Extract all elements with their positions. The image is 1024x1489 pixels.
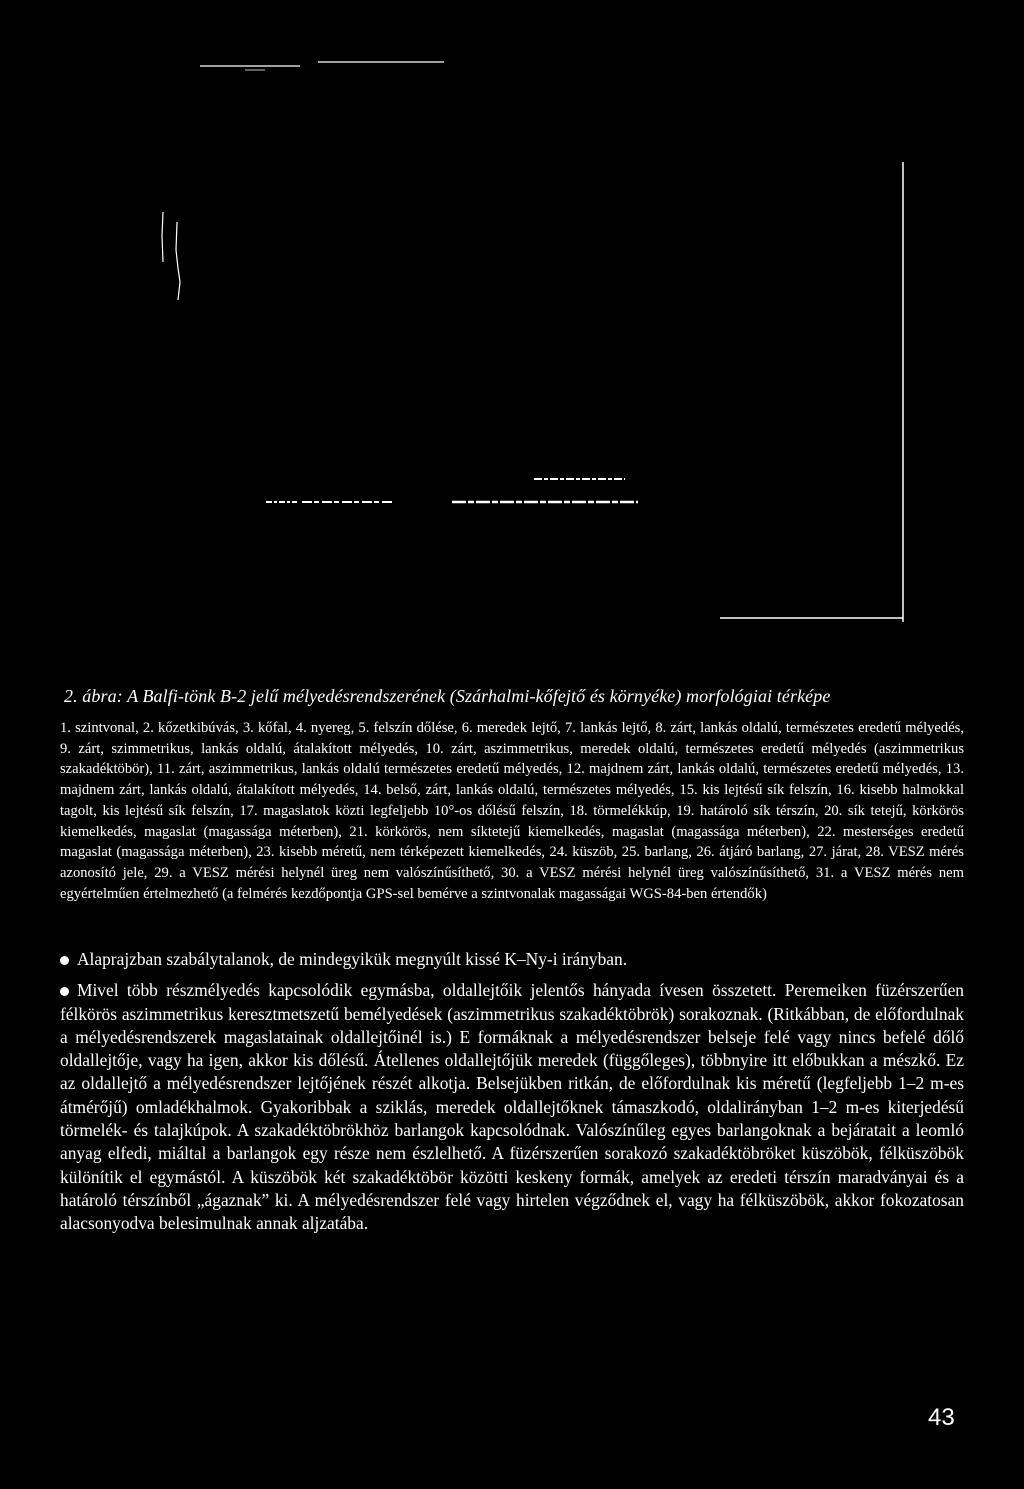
bullet-text: Alaprajzban szabálytalanok, de mindegyikük megnyúlt kissé K–Ny-i irányban. — [77, 949, 628, 969]
figure-map-remnants — [0, 0, 1024, 670]
bullet-item — [60, 948, 964, 971]
bullet-icon — [60, 956, 69, 965]
figure-map — [0, 0, 1024, 670]
contour-line-left-b — [176, 222, 180, 300]
page-number: 43 — [928, 1404, 955, 1431]
bullet-item — [60, 979, 964, 1235]
bullet-text: Mivel több részmélyedés kapcsolódik egymásba, oldallejtőik jelentős hányada ívesen összetett. Peremeiken füzérszerűen félkörös aszimmetrikus keresztmetszetű bemélyedések (aszimmetrikus szakadéktöbrök) sorakoznak. (Ritkábban, de előfordulnak a mélyedésrendszerek magaslatainak oldallejtőinél is.) E formáknak a mélyedésrendszer belseje felé vagy nincs befelé dőlő oldallejtője, vagy ha igen, akkor kis dőlésű. Átellenes oldallejtőjük meredek (függőleges), többnyire itt előbukkan a mészkő. Ez az oldallejtő a mélyedésrendszer lejtőjének részét alkotja. Belsejükben ritkán, de előfordulnak kis méretű (legfeljebb 1–2 m-es átmérőjű) omladékhalmok. Gyakoribbak a sziklás, meredek oldallejtőknek támaszkodó, oldalirányban 1–2 m-es kiterjedésű törmelék- és talajkúpok. A szakadéktöbrökhöz barlangok kapcsolódnak. Valószínűleg egyes barlangoknak a bejáratait a leomló anyag elfedi, miáltal a barlangok egy része nem észlelhető. A füzérszerűen sorakozó szakadéktöbröket küszöbök, félküszöbök különítik el egymástól. A küszöbök két szakadéktöbör közötti keskeny formák, amelyek az eredeti térszín maradványai és a határoló térszínből „ágaznak” ki. A mélyedésrendszer felé vagy hirtelen végződnek el, vagy ha félküszöbök, akkor fokozatosan alacsonyodva belesimulnak annak aljzatába. — [60, 980, 964, 1234]
bullet-icon — [60, 987, 69, 996]
bullet-list — [60, 948, 964, 1244]
contour-line-left-a — [162, 212, 163, 262]
figure-caption: 2. ábra: A Balfi-tönk B-2 jelű mélyedésrendszerének (Szárhalmi-kőfejtő és környéke) morfológiai térképe — [64, 686, 831, 706]
figure-legend: 1. szintvonal, 2. kőzetkibúvás, 3. kőfal, 4. nyereg, 5. felszín dőlése, 6. meredek lejtő, 7. lankás lejtő, 8. zárt, lankás oldalú, természetes eredetű mélyedés, 9. zárt, szimmetrikus, lankás oldalú, átalakított mélyedés, 10. zárt, aszimmetrikus, meredek oldalú, természetes eredetű mélyedés (aszimmetrikus szakadéktöbör), 11. zárt, aszimmetrikus, lankás oldalú természetes eredetű mélyedés, 12. majdnem zárt, lankás oldalú, természetes eredetű mélyedés, 13. majdnem zárt, lankás oldalú, átalakított mélyedés, 14. belső, zárt, lankás oldalú, természetes mélyedés, 15. kis lejtésű sík felszín, 16. kisebb halmokkal tagolt, kis lejtésű sík felszín, 17. magaslatok közti legfeljebb 10°-os dőlésű felszín, 18. törmelékkúp, 19. határoló sík térszín, 20. sík tetejű, körkörös kiemelkedés, magaslat (magassága méterben), 21. körkörös, nem síktetejű kiemelkedés, magaslat (magassága méterben), 22. mesterséges eredetű magaslat (magassága méterben), 23. kisebb méretű, nem térképezett kiemelkedés, 24. küszöb, 25. barlang, 26. átjáró barlang, 27. járat, 28. VESZ mérés azonosító jele, 29. a VESZ mérési helynél üreg nem valószínűsíthető, 30. a VESZ mérési helynél üreg valószínűsíthető, 31. a VESZ mérés nem egyértelműen értelmezhető (a felmérés kezdőpontja GPS-sel bemérve a szintvonalak magasságai WGS-84-ben értendők) — [60, 720, 964, 902]
